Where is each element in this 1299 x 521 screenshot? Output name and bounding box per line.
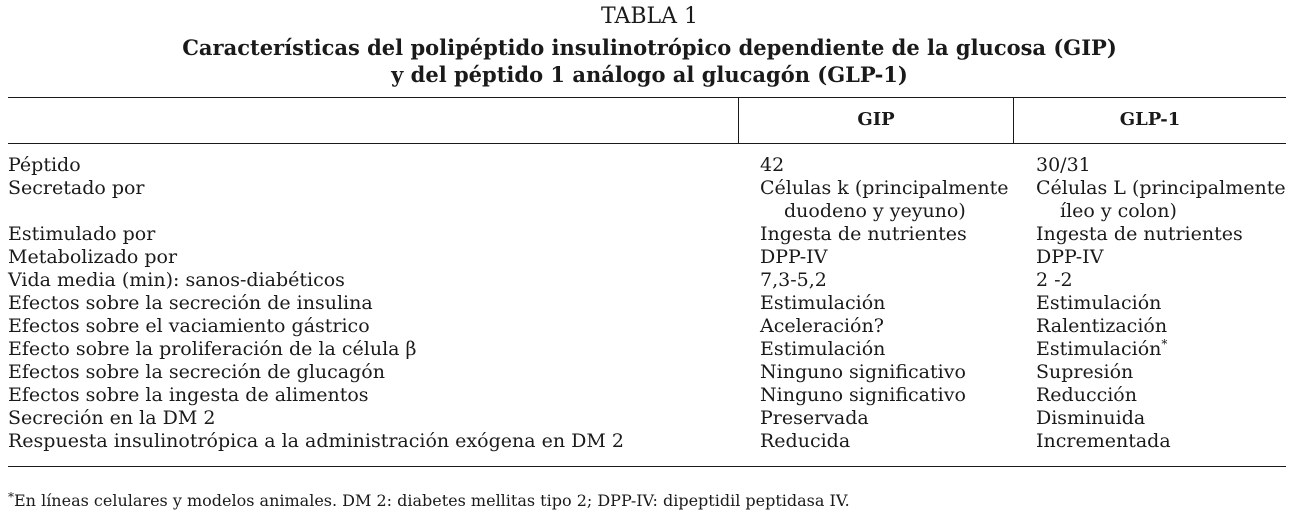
row-gip-value: Reducida [760,430,851,452]
row-glp1-value: Ralentización [1036,315,1168,337]
row-glp1-value: Incrementada [1036,430,1171,452]
row-gip-value: Ingesta de nutrientes [760,223,967,245]
row-feature: Efectos sobre el vaciamiento gástrico [8,315,370,337]
bottom-rule [8,466,1286,467]
row-glp1-value: DPP-IV [1036,246,1104,268]
row-glp1-value [1036,338,1167,361]
row-feature: Efectos sobre la secreción de insulina [8,292,373,314]
row-gip-value: Ninguno significativo [760,384,966,406]
row-glp1-value: Células L (principalmente [1036,177,1286,199]
table-title-line-1: Características del polipéptido insulinotrópico dependiente de la glucosa (GIP) [182,35,1117,60]
column-header-glp1: GLP-1 [1119,109,1181,130]
row-feature: Péptido [8,154,81,176]
row-feature: Metabolizado por [8,246,178,268]
row-glp1-value: 2 -2 [1036,269,1073,291]
row-gip-value: Ninguno significativo [760,361,966,383]
row-glp1-value: Reducción [1036,384,1137,406]
top-rule [8,97,1286,98]
row-gip-value: Estimulación [760,292,886,314]
row-gip-value: DPP-IV [760,246,828,268]
row-feature: Secreción en la DM 2 [8,407,216,429]
footnote-text: En líneas celulares y modelos animales. DM 2: diabetes mellitas tipo 2; DPP-IV: dipeptidil peptidasa IV. [14,491,850,510]
row-feature: Efectos sobre la secreción de glucagón [8,361,385,383]
row-glp1-value: 30/31 [1036,154,1091,176]
footnote-marker: * [8,490,14,504]
table-title [0,34,1299,88]
column-header-gip: GIP [857,109,895,130]
row-gip-value: Células k (principalmente [760,177,1009,199]
row-glp1-value: Estimulación [1036,292,1162,314]
row-glp1-value: Disminuida [1036,407,1146,429]
row-feature: Secretado por [8,177,145,199]
row-glp1-value: Ingesta de nutrientes [1036,223,1243,245]
row-feature: Vida media (min): sanos-diabéticos [8,269,345,291]
row-gip-value: Aceleración? [760,315,884,337]
row-gip-value: 7,3-5,2 [760,269,827,291]
row-glp1-value: Supresión [1036,361,1134,383]
row-gip-value: 42 [760,154,785,176]
table-title-line-2: y del péptido 1 análogo al glucagón (GLP-1) [391,62,908,87]
row-glp1-value: íleo y colon) [1060,200,1177,222]
row-feature: Estimulado por [8,223,156,245]
header-rule [8,143,1286,144]
row-gip-value: duodeno y yeyuno) [784,200,966,222]
row-gip-value: Preservada [760,407,869,429]
row-feature: Respuesta insulinotrópica a la administración exógena en DM 2 [8,430,624,452]
row-feature: Efecto sobre la proliferación de la célula β [8,338,417,360]
footnote-marker: * [1161,337,1168,351]
row-gip-value: Estimulación [760,338,886,360]
table-label: TABLA 1 [600,4,698,29]
row-feature: Efectos sobre la ingesta de alimentos [8,384,369,406]
table-footnote [8,491,850,510]
row-glp1-text: Estimulación [1036,338,1162,360]
